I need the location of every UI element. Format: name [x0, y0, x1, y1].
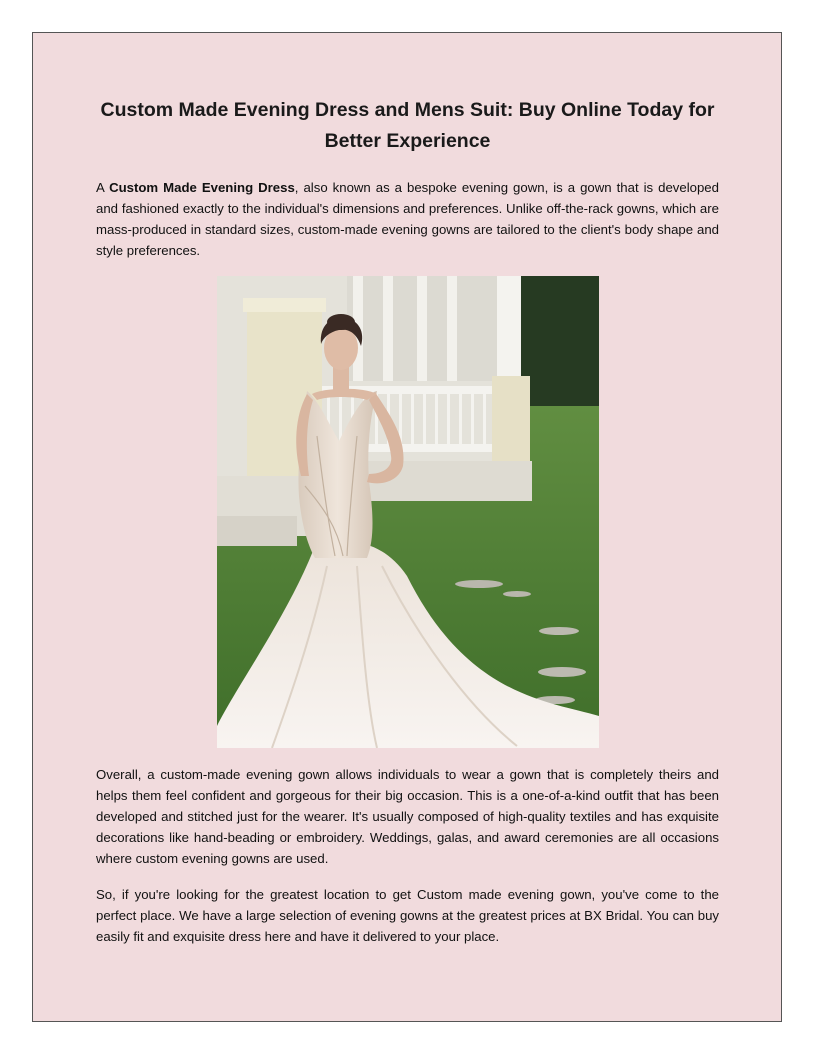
evening-gown-photo [217, 276, 599, 748]
intro-rest: , also known as a bespoke evening gown, is a gown that is developed and fashioned exactly to the individual's dimensions and preferences. Unlike off-the-rack gowns, which are mass-produced in standard sizes, custom-made evening gowns are tailored to the client's body shape and style preferences. [96, 180, 719, 258]
page-title: Custom Made Evening Dress and Mens Suit: Buy Online Today for Better Experience [100, 99, 715, 152]
gown-illustration [217, 276, 599, 748]
document-body [96, 95, 719, 962]
intro-prefix: A [96, 180, 110, 195]
paragraph-call-to-action: So, if you're looking for the greatest location to get Custom made evening gown, you've come to the perfect place. We have a large selection of evening gowns at the greatest prices at BX Bridal. You can buy easily fit and exquisite dress here and have it delivered to your place. [96, 887, 719, 944]
paragraph-overview: Overall, a custom-made evening gown allows individuals to wear a gown that is completely theirs and helps them feel confident and gorgeous for their big occasion. This is a one-of-a-kind outfit that has been developed and stitched just for the wearer. It's usually composed of high-quality textiles and has exquisite decorations like hand-beading or embroidery. Weddings, galas, and award ceremonies are all occasions where custom evening gowns are used. [96, 767, 719, 866]
intro-bold-term: Custom Made Evening Dress [109, 180, 295, 195]
intro-paragraph [96, 177, 719, 261]
document-page [32, 32, 782, 1022]
